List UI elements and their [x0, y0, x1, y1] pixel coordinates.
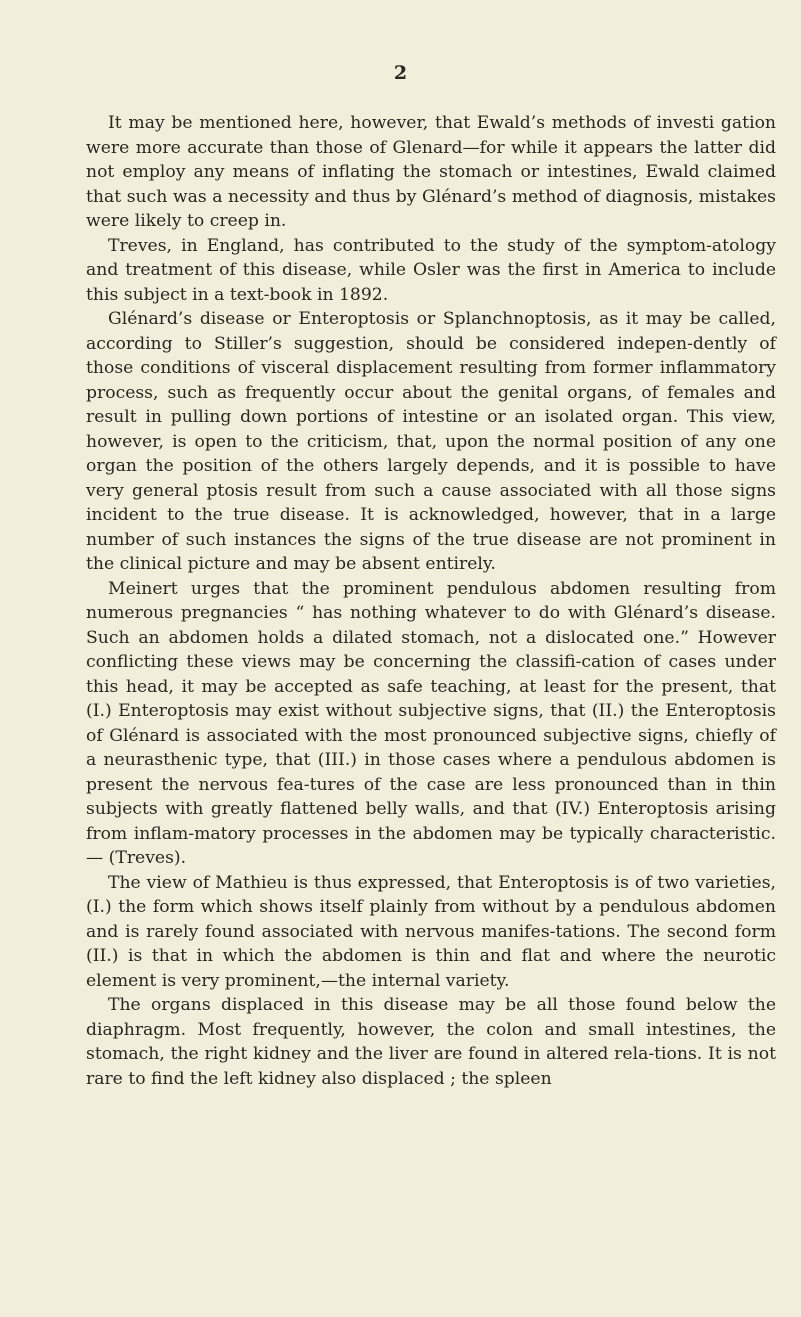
page-number: 2 — [393, 62, 408, 84]
paragraph: It may be mentioned here, however, that Ewald’s methods of investi gation were more accurate than those of Glenard—for while it appears the latter did not employ any means of inflating the stomach or intestines, Ewald claimed that such was a necessity and thus by Glénard’s method of diagnosis, mistakes were likely to creep in. — [86, 113, 776, 231]
body-text — [86, 111, 776, 1091]
paragraph: Glénard’s disease or Enteroptosis or Splanchnoptosis, as it may be called, according to Stiller’s suggestion, should be considered indepen-dently of those conditions of visceral displacement resulting from former inflammatory process, such as frequently occur about the genital organs, of females and result in pulling down portions of intestine or an isolated organ. This view, however, is open to the criticism, that, upon the normal position of any one organ the position of the others largely depends, and it is possible to have very general ptosis result from such a cause associated with all those signs incident to the true disease. It is acknowledged, however, that in a large number of such instances the signs of the true disease are not prominent in the clinical picture and may be absent entirely. — [86, 309, 776, 574]
paragraph: Meinert urges that the prominent pendulous abdomen resulting from numerous pregnancies “ has nothing whatever to do with Glénard’s disease. Such an abdomen holds a dilated stomach, not a dislocated one.” However conflicting these views may be concerning the classifi-cation of cases under this head, it may be accepted as safe teaching, at least for the present, that (I.) Enteroptosis may exist without subjective signs, that (II.) the Enteroptosis of Glénard is associated with the most pronounced subjective signs, chiefly of a neurasthenic type, that (III.) in those cases where a pendulous abdomen is present the nervous fea-tures of the case are less pronounced than in thin subjects with greatly flattened belly walls, and that (IV.) Enteroptosis arising from inflam-matory processes in the abdomen may be typically characteristic.— (Treves). — [86, 578, 776, 868]
paragraph: The view of Mathieu is thus expressed, that Enteroptosis is of two varieties, (I.) the form which shows itself plainly from without by a pendulous abdomen and is rarely found associated with nervous manifes-tations. The second form (II.) is that in which the abdomen is thin and flat and where the neurotic element is very prominent,—the internal variety. — [86, 872, 776, 991]
paragraph: Treves, in England, has contributed to the study of the symptom-atology and treatment of this disease, while Osler was the first in America to include this subject in a text-book in 1892. — [86, 235, 776, 305]
paragraph: The organs displaced in this disease may be all those found below the diaphragm. Most frequently, however, the colon and small intestines, the stomach, the right kidney and the liver are found in altered rela-tions. It is not rare to find the left kidney also displaced ; the spleen — [86, 995, 776, 1089]
